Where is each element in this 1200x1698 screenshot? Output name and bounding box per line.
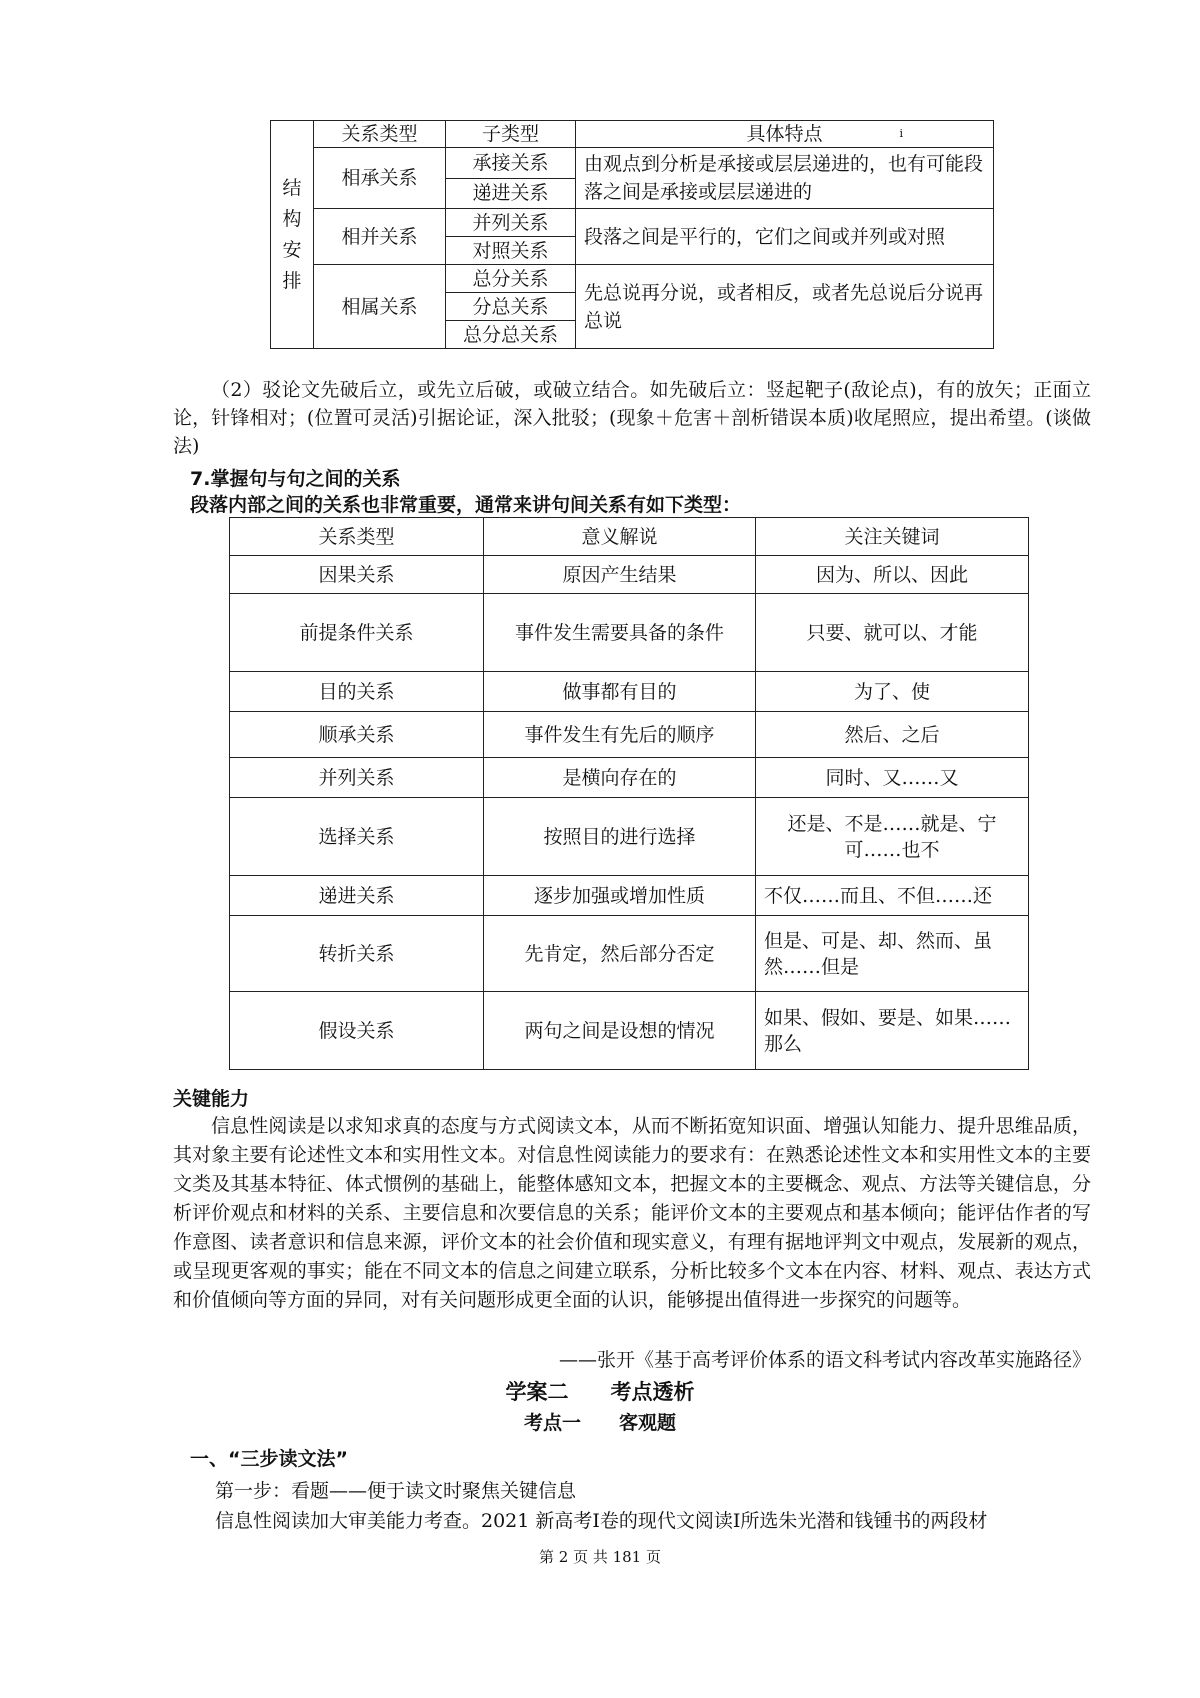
section7-title: 7.掌握句与句之间的关系: [190, 468, 401, 490]
corner-mark: i: [899, 127, 903, 140]
meaning-cell: 原因产生结果: [484, 556, 756, 594]
keyword-cell: 只要、就可以、才能: [756, 594, 1029, 672]
relation-cell: 目的关系: [230, 672, 484, 712]
relation-cell: 选择关系: [230, 798, 484, 876]
step1-heading: 第一步：看题——便于读文时聚焦关键信息: [215, 1480, 577, 1502]
relation-cell: 前提条件关系: [230, 594, 484, 672]
header-keywords: 关注关键词: [756, 518, 1029, 556]
feature-cell: 段落之间是平行的，它们之间或并列或对照: [576, 209, 994, 265]
meaning-cell: 按照目的进行选择: [484, 798, 756, 876]
step1-text: 信息性阅读加大审美能力考查。2021 新高考Ⅰ卷的现代文阅读Ⅰ所选朱光潜和钱锺书的两段材: [215, 1510, 988, 1532]
keyword-cell: 为了、使: [756, 672, 1029, 712]
group-type: 相并关系: [314, 209, 446, 265]
table-row: [230, 594, 1029, 672]
table-row: [230, 992, 1029, 1070]
keyword-cell: 但是、可是、却、然而、虽然……但是: [756, 916, 1029, 992]
table-row: [230, 798, 1029, 876]
structure-table: [270, 120, 994, 349]
keyword-cell: 不仅……而且、不但……还: [756, 876, 1029, 916]
meaning-cell: 是横向存在的: [484, 758, 756, 798]
header-feature: 具体特点 i: [576, 121, 994, 148]
header-type: 关系类型: [314, 121, 446, 148]
relation-cell: 因果关系: [230, 556, 484, 594]
relation-cell: 转折关系: [230, 916, 484, 992]
table-row: [230, 712, 1029, 758]
table-row: [230, 916, 1029, 992]
header-meaning: 意义解说: [484, 518, 756, 556]
refutation-paragraph: （2）驳论文先破后立，或先立后破，或破立结合。如先破后立：竖起靶子(敌论点)，有的放矢；正面立论，针锋相对；(位置可灵活)引据论证，深入批驳；(现象＋危害＋剖析错误本质)收尾照应，提出希望。(谈做法): [173, 379, 1091, 457]
meaning-cell: 做事都有目的: [484, 672, 756, 712]
sentence-relation-table: [229, 517, 1029, 1070]
relation-cell: 并列关系: [230, 758, 484, 798]
subtype-cell: 对照关系: [446, 237, 576, 265]
subtype-cell: 递进关系: [446, 178, 576, 209]
subtype-cell: 分总关系: [446, 293, 576, 321]
meaning-cell: 逐步加强或增加性质: [484, 876, 756, 916]
feature-cell: 由观点到分析是承接或层层递进的，也有可能段落之间是承接或层层递进的: [576, 148, 994, 209]
keyword-cell: 然后、之后: [756, 712, 1029, 758]
keyword-cell: 如果、假如、要是、如果……那么: [756, 992, 1029, 1070]
meaning-cell: 两句之间是设想的情况: [484, 992, 756, 1070]
table-row: [230, 672, 1029, 712]
meaning-cell: 先肯定，然后部分否定: [484, 916, 756, 992]
side-label: 结构安排: [271, 121, 314, 349]
feature-cell: 先总说再分说，或者相反，或者先总说后分说再总说: [576, 265, 994, 349]
page-footer: 第 2 页 共 181 页: [538, 1548, 661, 1566]
relation-cell: 递进关系: [230, 876, 484, 916]
meaning-cell: 事件发生需要具备的条件: [484, 594, 756, 672]
table-row: [230, 556, 1029, 594]
table-row: [230, 876, 1029, 916]
header-subtype: 子类型: [446, 121, 576, 148]
keyword-cell: 还是、不是……就是、宁可……也不: [756, 798, 1029, 876]
subtype-cell: 总分总关系: [446, 321, 576, 349]
key-ability-source: ——张开《基于高考评价体系的语文科考试内容改革实施路径》: [558, 1349, 1091, 1371]
subtype-cell: 承接关系: [446, 148, 576, 179]
method-title: 一、“三步读文法”: [190, 1448, 348, 1470]
header-relation: 关系类型: [230, 518, 484, 556]
key-ability-body: 信息性阅读是以求知求真的态度与方式阅读文本，从而不断拓宽知识面、增强认知能力、提升思维品质，其对象主要有论述性文本和实用性文本。对信息性阅读能力的要求有：在熟悉论述性文本和实用性文本的主要文类及其基本特征、体式惯例的基础上，能整体感知文本，把握文本的主要概念、观点、方法等关键信息，分析评价观点和材料的关系、主要信息和次要信息的关系；能评价文本的主要观点和基本倾向；能评估作者的写作意图、读者意识和信息来源，评价文本的社会价值和现实意义，有理有据地评判文中观点，发展新的观点，或呈现更客观的事实；能在不同文本的信息之间建立联系，分析比较多个文本在内容、材料、观点、表达方式和价值倾向等方面的异同，对有关问题形成更全面的认识，能够提出值得进一步探究的问题等。: [173, 1115, 1091, 1311]
keyword-cell: 同时、又……又: [756, 758, 1029, 798]
key-ability-title: 关键能力: [173, 1088, 250, 1110]
section7-intro: 段落内部之间的关系也非常重要，通常来讲句间关系有如下类型：: [190, 494, 742, 516]
relation-cell: 顺承关系: [230, 712, 484, 758]
group-type: 相属关系: [314, 265, 446, 349]
subtype-cell: 总分关系: [446, 265, 576, 293]
keyword-cell: 因为、所以、因此: [756, 556, 1029, 594]
subtype-cell: 并列关系: [446, 209, 576, 237]
subsection-title: 考点一 客观题: [523, 1412, 676, 1434]
section-title: 学案二 考点透析: [505, 1380, 695, 1404]
group-type: 相承关系: [314, 148, 446, 209]
relation-cell: 假设关系: [230, 992, 484, 1070]
meaning-cell: 事件发生有先后的顺序: [484, 712, 756, 758]
table-row: [230, 758, 1029, 798]
